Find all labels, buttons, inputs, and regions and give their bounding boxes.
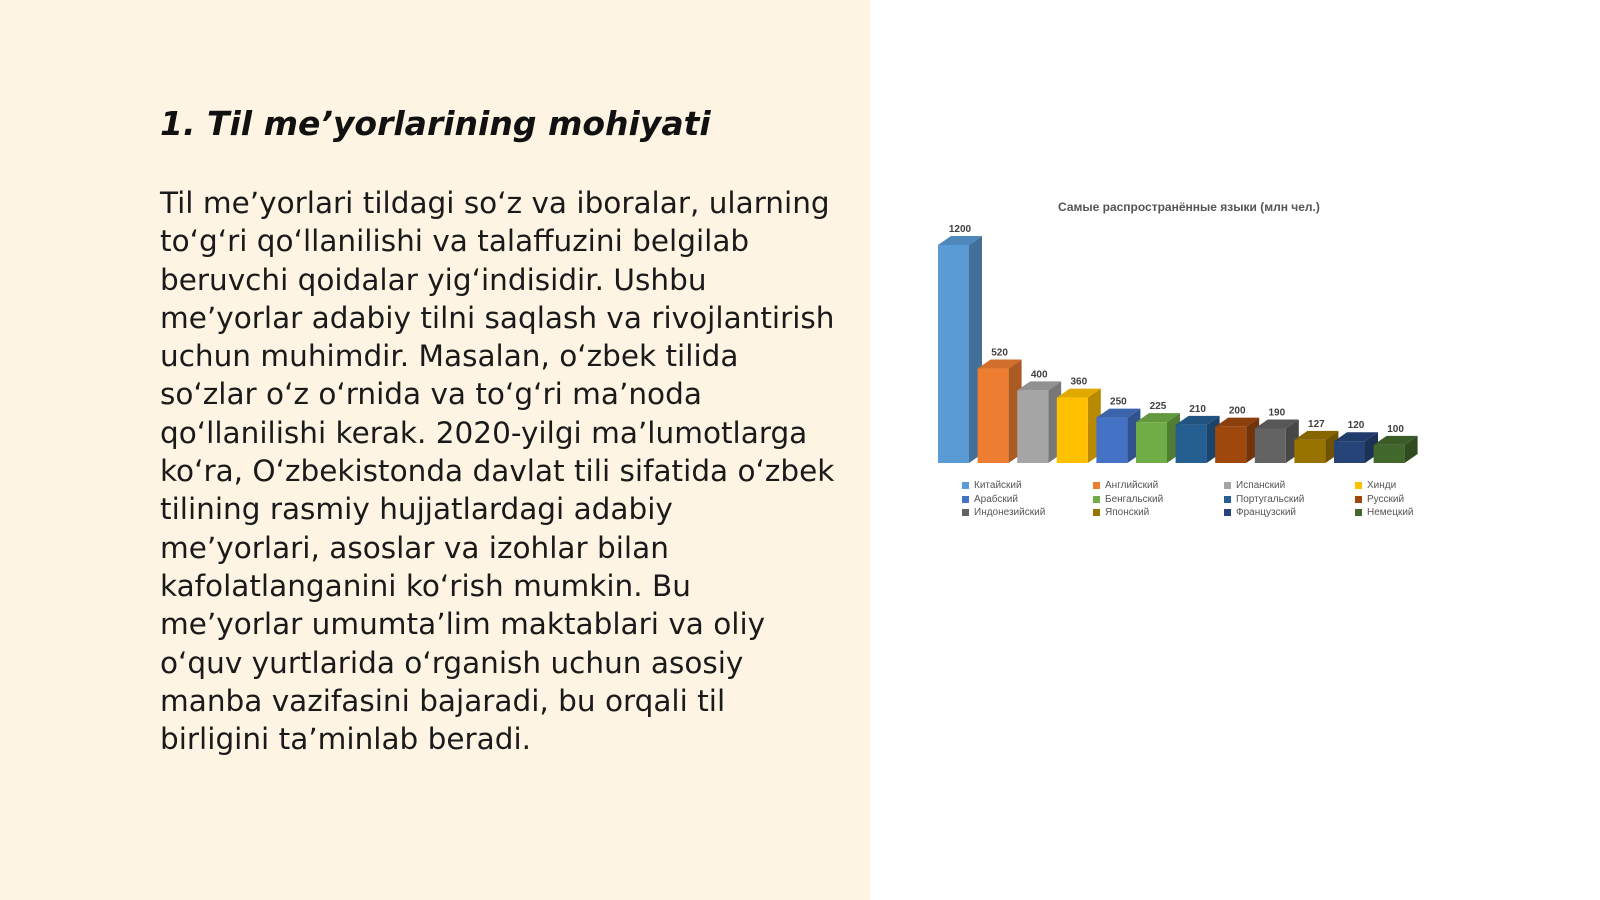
legend-swatch — [1224, 496, 1231, 503]
bar-12 — [1374, 436, 1418, 463]
legend-item-3 — [1224, 479, 1355, 493]
bar-6 — [1136, 413, 1180, 463]
data-label-3: 400 — [1030, 369, 1048, 381]
data-label-2: 520 — [991, 347, 1008, 359]
legend-swatch — [962, 496, 969, 503]
legend-item-1 — [962, 479, 1093, 493]
legend-swatch — [962, 482, 969, 489]
legend-swatch — [1355, 509, 1362, 516]
bar-3 — [1017, 381, 1061, 463]
legend-swatch — [1093, 496, 1100, 503]
legend-label: Арабский — [974, 493, 1018, 505]
data-label-12: 100 — [1387, 423, 1404, 435]
legend-item-12 — [1355, 506, 1455, 520]
legend-label: Японский — [1105, 507, 1150, 519]
legend-label: Английский — [1105, 480, 1159, 492]
legend-label: Португальский — [1236, 493, 1305, 505]
slide-title: 1. Til me’yorlarining mohiyati — [160, 104, 711, 143]
bar-1 — [938, 236, 982, 463]
legend-swatch — [1093, 509, 1100, 516]
bar-5 — [1096, 409, 1140, 463]
legend-item-9 — [962, 506, 1093, 520]
legend-label: Китайский — [974, 480, 1022, 492]
data-label-1: 1200 — [948, 224, 972, 235]
legend-label: Испанский — [1236, 480, 1286, 492]
bar-7 — [1176, 416, 1220, 463]
data-label-5: 250 — [1110, 396, 1127, 408]
legend-swatch — [1224, 482, 1231, 489]
legend-item-8 — [1355, 493, 1455, 507]
legend-item-6 — [1093, 493, 1224, 507]
legend-item-2 — [1093, 479, 1224, 493]
bar-9 — [1255, 419, 1299, 463]
data-label-6: 225 — [1149, 401, 1167, 413]
bar-11 — [1334, 432, 1378, 463]
legend-item-7 — [1224, 493, 1355, 507]
legend-label: Индонезийский — [974, 507, 1046, 519]
bar-8 — [1215, 418, 1259, 463]
data-label-8: 200 — [1228, 405, 1246, 417]
data-label-11: 120 — [1347, 420, 1365, 432]
bar-2 — [978, 360, 1022, 463]
legend-label: Русский — [1367, 493, 1405, 505]
bar-4 — [1057, 389, 1101, 463]
data-label-10: 127 — [1308, 418, 1325, 430]
legend-label: Хинди — [1367, 480, 1397, 492]
data-label-9: 190 — [1268, 407, 1286, 419]
data-label-7: 210 — [1189, 403, 1206, 415]
legend-swatch — [1355, 482, 1362, 489]
legend-swatch — [1093, 482, 1100, 489]
bar-10 — [1294, 431, 1338, 463]
legend-item-5 — [962, 493, 1093, 507]
legend-swatch — [1355, 496, 1362, 503]
legend-item-4 — [1355, 479, 1455, 493]
legend-label: Французский — [1236, 507, 1296, 519]
chart-legend — [962, 479, 1455, 520]
legend-label: Бенгальский — [1105, 493, 1164, 505]
slide-body-text: Til me’yorlari tildagi so‘z va iboralar, ularning to‘g‘ri qo‘llanilishi va talaffuzini belgilab beruvchi qoidalar yig‘indisidir. Ushbu me’yorlar adabiy tilni saqlash va rivojlantirish uchun muhimdir. Masalan, o‘zbek tilida so‘zlar o‘z o‘rnida va to‘g‘ri ma’noda qo‘llanilishi kerak. 2020-yilgi ma’lumotlarga ko‘ra, O‘zbekistonda davlat tili sifatida o‘zbek tilining rasmiy hujjatlardagi adabiy me’yorlari, asoslar va izohlar bilan kafolatlanganini ko‘rish mumkin. Bu me’yorlar umumta’lim maktablari va oliy o‘quv yurtlarida o‘rganish uchun asosiy manba vazifasini bajaradi, bu orqali til birligini ta’minlab beradi. — [160, 186, 835, 757]
legend-swatch — [1224, 509, 1231, 516]
legend-item-10 — [1093, 506, 1224, 520]
bar-chart — [930, 215, 1430, 475]
legend-label: Немецкий — [1367, 507, 1414, 519]
data-label-4: 360 — [1070, 376, 1088, 388]
chart-title: Самые распространённые языки (млн чел.) — [1058, 200, 1320, 214]
legend-swatch — [962, 509, 969, 516]
legend-item-11 — [1224, 506, 1355, 520]
